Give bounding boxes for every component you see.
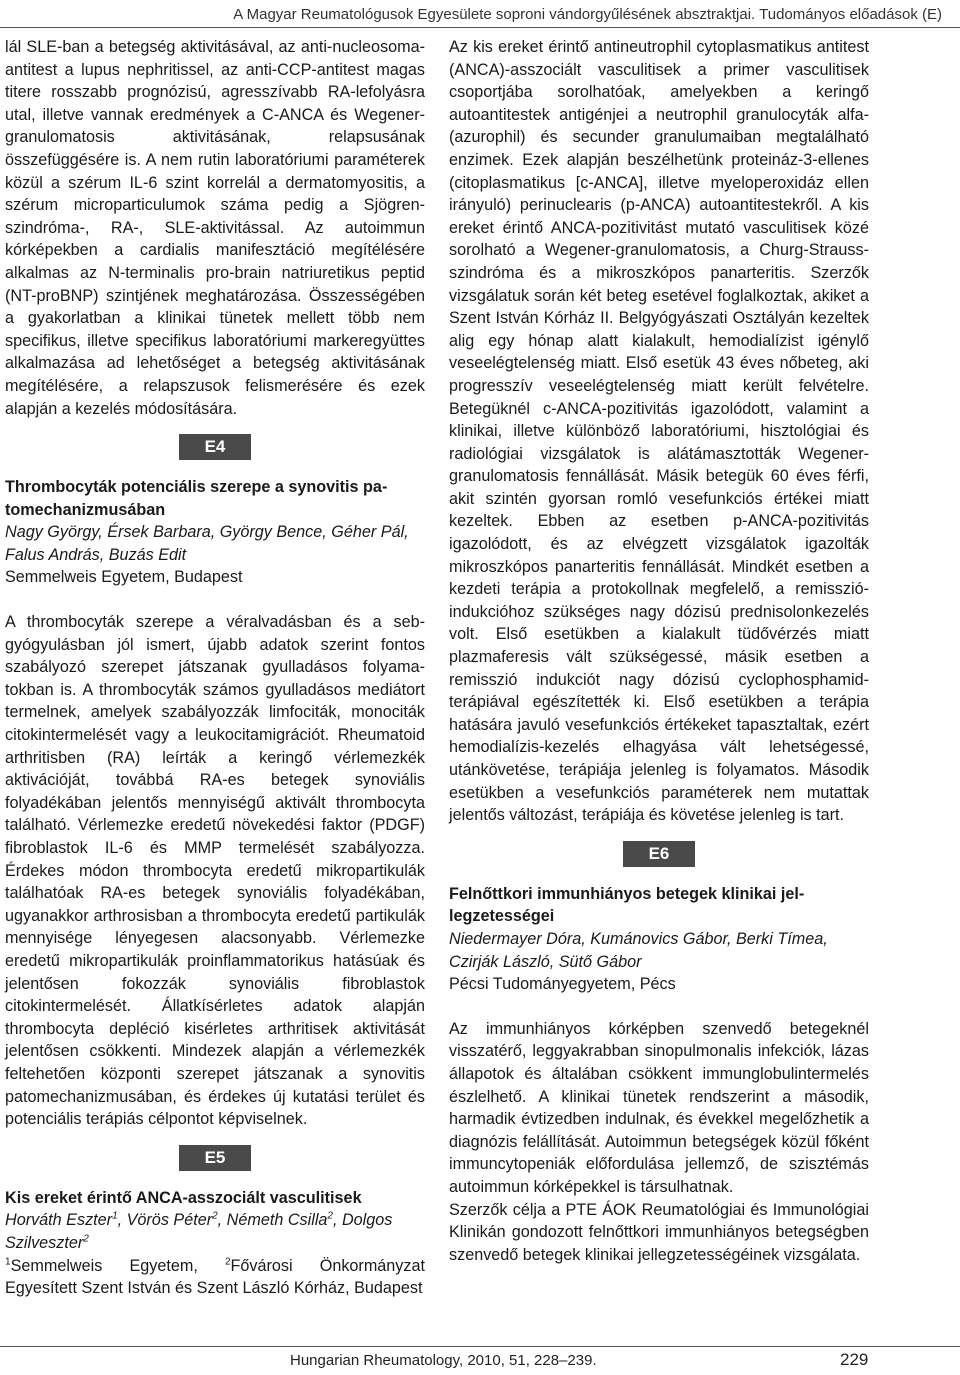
page-header xyxy=(0,0,960,28)
abstract-body-e4: A thrombocyták szerepe a véralvadásban és a sebgyógyulásban jól ismert, újabb adatok szerint fontos szabályozó szerepet játszanak gyulladásos folyamatokban is. A thrombocyták számos gyulladásos mediátort termelnek, amelyek szabályozzák limfociták, monociták citokintermelését vagy a leukocitamigrációt. Rheumatoid arthritisben (RA) leírták a keringő vérlemezkék aktivációját, továbbá RA-es betegek synoviális folyadékában jelentős mennyiségű aktivált thrombocyta található. Vérlemezke eredetű növekedési faktor (PDGF) fibroblastok IL-6 és MMP termelését szabályozza. Érdekes módon thrombocyta eredetű mikropartikulák találhatóak RA-es betegek synoviális folyadékában, ugyanakkor arthrosisban a thrombocyta eredetű partikulák mennyisége lényegesen alacsonyabb. Vérlemezke eredetű mikropartikulák proinflammatorikus hatásúak és jelentősen fokozzák synoviális fibroblastok citokintermelését. Állatkísérletes adatok alapján thrombocyta depléció kisérletes arthritisek aktivitását jelentősen csökkenti. Mindezek alapján a vérlemezkék feltehetően központi szerepet játszanak a synovitis patomechanizmusában, és érdekes új kutatási terület és potenciális terápiás célpontot képviselnek. xyxy=(5,613,425,1129)
header-rule xyxy=(0,27,960,28)
abstract-authors-e4: Nagy György, Érsek Barbara, György Bence, Géher Pál, Falus András, Buzás Edit xyxy=(5,523,409,564)
right-column xyxy=(449,36,869,1266)
left-column xyxy=(5,36,425,1300)
abstract-affiliation-e4: Semmelweis Egyetem, Budapest xyxy=(5,568,243,587)
footer-rule xyxy=(0,1346,960,1347)
abstract-authors-e6: Niedermayer Dóra, Kumánovics Gábor, Berki Tímea, Czirják László, Sütő Gábor xyxy=(449,929,828,971)
abstract-title-e4: Thrombocyták potenciális szerepe a synovitis patomechanizmusában xyxy=(5,478,388,519)
abstract-affiliation-e6: Pécsi Tudományegyetem, Pécs xyxy=(449,975,676,994)
abstract-affiliation-e5: $^1$Semmelweis Egyetem, $^2$Fővárosi Önkormányzat Egyesített Szent István és Szent László Kórház, Budapest xyxy=(5,1256,425,1298)
journal-citation: Hungarian Rheumatology, 2010, 51, 228–239. xyxy=(290,1352,597,1369)
abstract-authors-e5: Horváth Eszter$^1$, Vörös Péter$^2$, Németh Csilla$^2$, Dolgos Szilveszter$^2$ xyxy=(5,1210,393,1252)
abstract-label-e6: E6 xyxy=(623,841,695,867)
abstract-body-e6-p1: Az immunhiányos kórképben szenvedő betegeknél visszatérő, leggyakrabban sinopulmonalis infekciók, lázas állapotok és általában csökkent immunglobulintermelés észlelhető. A klinikai tünetek rendszerint a második, harmadik évtizedben indulnak, és évekkel megelőzhetik a diagnózis felállítását. Autoimmun betegségek közül főként immuncytopeniák előfordulása jellemző, de szisztémás autoimmun kórképekkel is társulhatnak. xyxy=(449,1019,869,1196)
running-title: A Magyar Reumatológusok Egyesülete soproni vándorgyűlésének absztraktjai. Tudományos előadások (E) xyxy=(233,6,942,23)
abstract-body-e5: Az kis ereket érintő antineutrophil cytoplasmatikus antitest (ANCA)-asszociált vasculitisek a primer vasculitisek csoportjába sorolhatóak, amelyekben a keringő autoantitestek antigénjei a neutrophil granulocyták alfa-(azurophil) és secunder granulumaiban megtalálható enzimek. Ezek alapján beszélhetünk proteináz-3-ellenes (citoplasmatikus [c-ANCA], illetve myeloperoxidáz ellen irányuló) perinuclearis (p-ANCA) autoantitestekről. A kis ereket érintő ANCA-pozitivitást mutató vasculitisek közé sorolható a Wegener-granulomatosis, a Churg-Strauss-szindróma és a mikroszkópos panarteritis. Szerzők vizsgálatuk során két beteg esetével foglalkoztak, akiket a Szent István Kórház II. Belgyógyászati Osztályán kezeltek alig egy hónap alatt kialakult, hemodialízist igénylő veseelégtelenség miatt. Első esetük 43 éves nőbeteg, aki progresszív veseelégtelenség miatt került felvételre. Betegüknél c-ANCA-pozitivitás igazolódott, valamint a klinikai, illetve különböző laboratóriumi, hisztológiai és radiológiai vizsgálatok is alátámasztották Wegener-granulomatosis fennállását. Másik betegük 60 éves férfi, akit szintén gyorsan romló vesefunkciós értékei miatt kezeltek. Ebben az esetben p-ANCA-pozitivitás igazolódott, és az elvégzett vizsgálatok igazolták mikroszkópos panarteritis fennállását. Mindkét esetben a kezdeti terápia a protokollnak megfelelő, a remisszió-indukcióhoz szükséges nagy dózisú prednisolonkezelés volt. Első esetükben a kialakult tüdővérzés miatt plazmaferesis vált szükségessé, másik esetben a remisszió indukciót nagy dózisú cyclophosphamid-terápiával egészítették ki. Első esetükben a terápia hatására javuló vesefunkciós értékeket tapasztaltak, ezért hemodialízis-kezelés elhagyása vált lehetségessé, utánkövetése, terápiája jelenleg is folyamatos. Második esetükben a vesefunkciós paraméterek nem mutattak jelentős változást, terápiája és követése jelenleg is tart. xyxy=(449,38,869,825)
abstract-body-e6-p2: Szerzők célja a PTE ÁOK Reumatológiai és Immunológiai Klinikán gondozott felnőttkori immunhiányos betegségben szenvedő betegek klinikai jellegzetességéinek vizsgálata. xyxy=(449,1200,869,1264)
abstract-title-e6: Felnőttkori immunhiányos betegek klinikai jellegzetességei xyxy=(449,884,805,926)
abstract-label-e4: E4 xyxy=(179,434,251,460)
abstract-title-e5: Kis ereket érintő ANCA-asszociált vasculitisek xyxy=(5,1188,362,1207)
page-number: 229 xyxy=(840,1350,869,1369)
left-continued-paragraph: lál SLE-ban a betegség aktivitásával, az anti-nucleosoma-antitest a lupus nephritissel, az anti-CCP-antitest magas titere rosszabb prognózisú, agresszívabb RA-lefolyásra utal, illetve vannak eredmények a C-ANCA és Wegener-granulomatosis aktivitásának, relapsusának összefüggésére is. A nem rutin laboratóriumi paraméterek közül a szérum IL-6 szint korrelál a dermatomyositis, a szérum microparticulumok száma pedig a Sjögren-szindróma-, RA-, SLE-aktivitással. Az autoimmun kórképekben a cardialis manifesztáció megítélésére alkalmas az N-terminalis pro-brain natriuretikus peptid (NT-proBNP) szintjének meghatározása. Összességében a gyakorlatban a klinikai tünetek mellett több nem specifikus, illetve specifikus laboratóriumi markeregyüttes alkalmazása ad lehetőséget a betegség aktivitásának megítélésére, a relapszusok felismerésére és ezek alapján a kezelés módosítására. xyxy=(5,38,425,418)
abstract-label-e5: E5 xyxy=(179,1145,251,1171)
